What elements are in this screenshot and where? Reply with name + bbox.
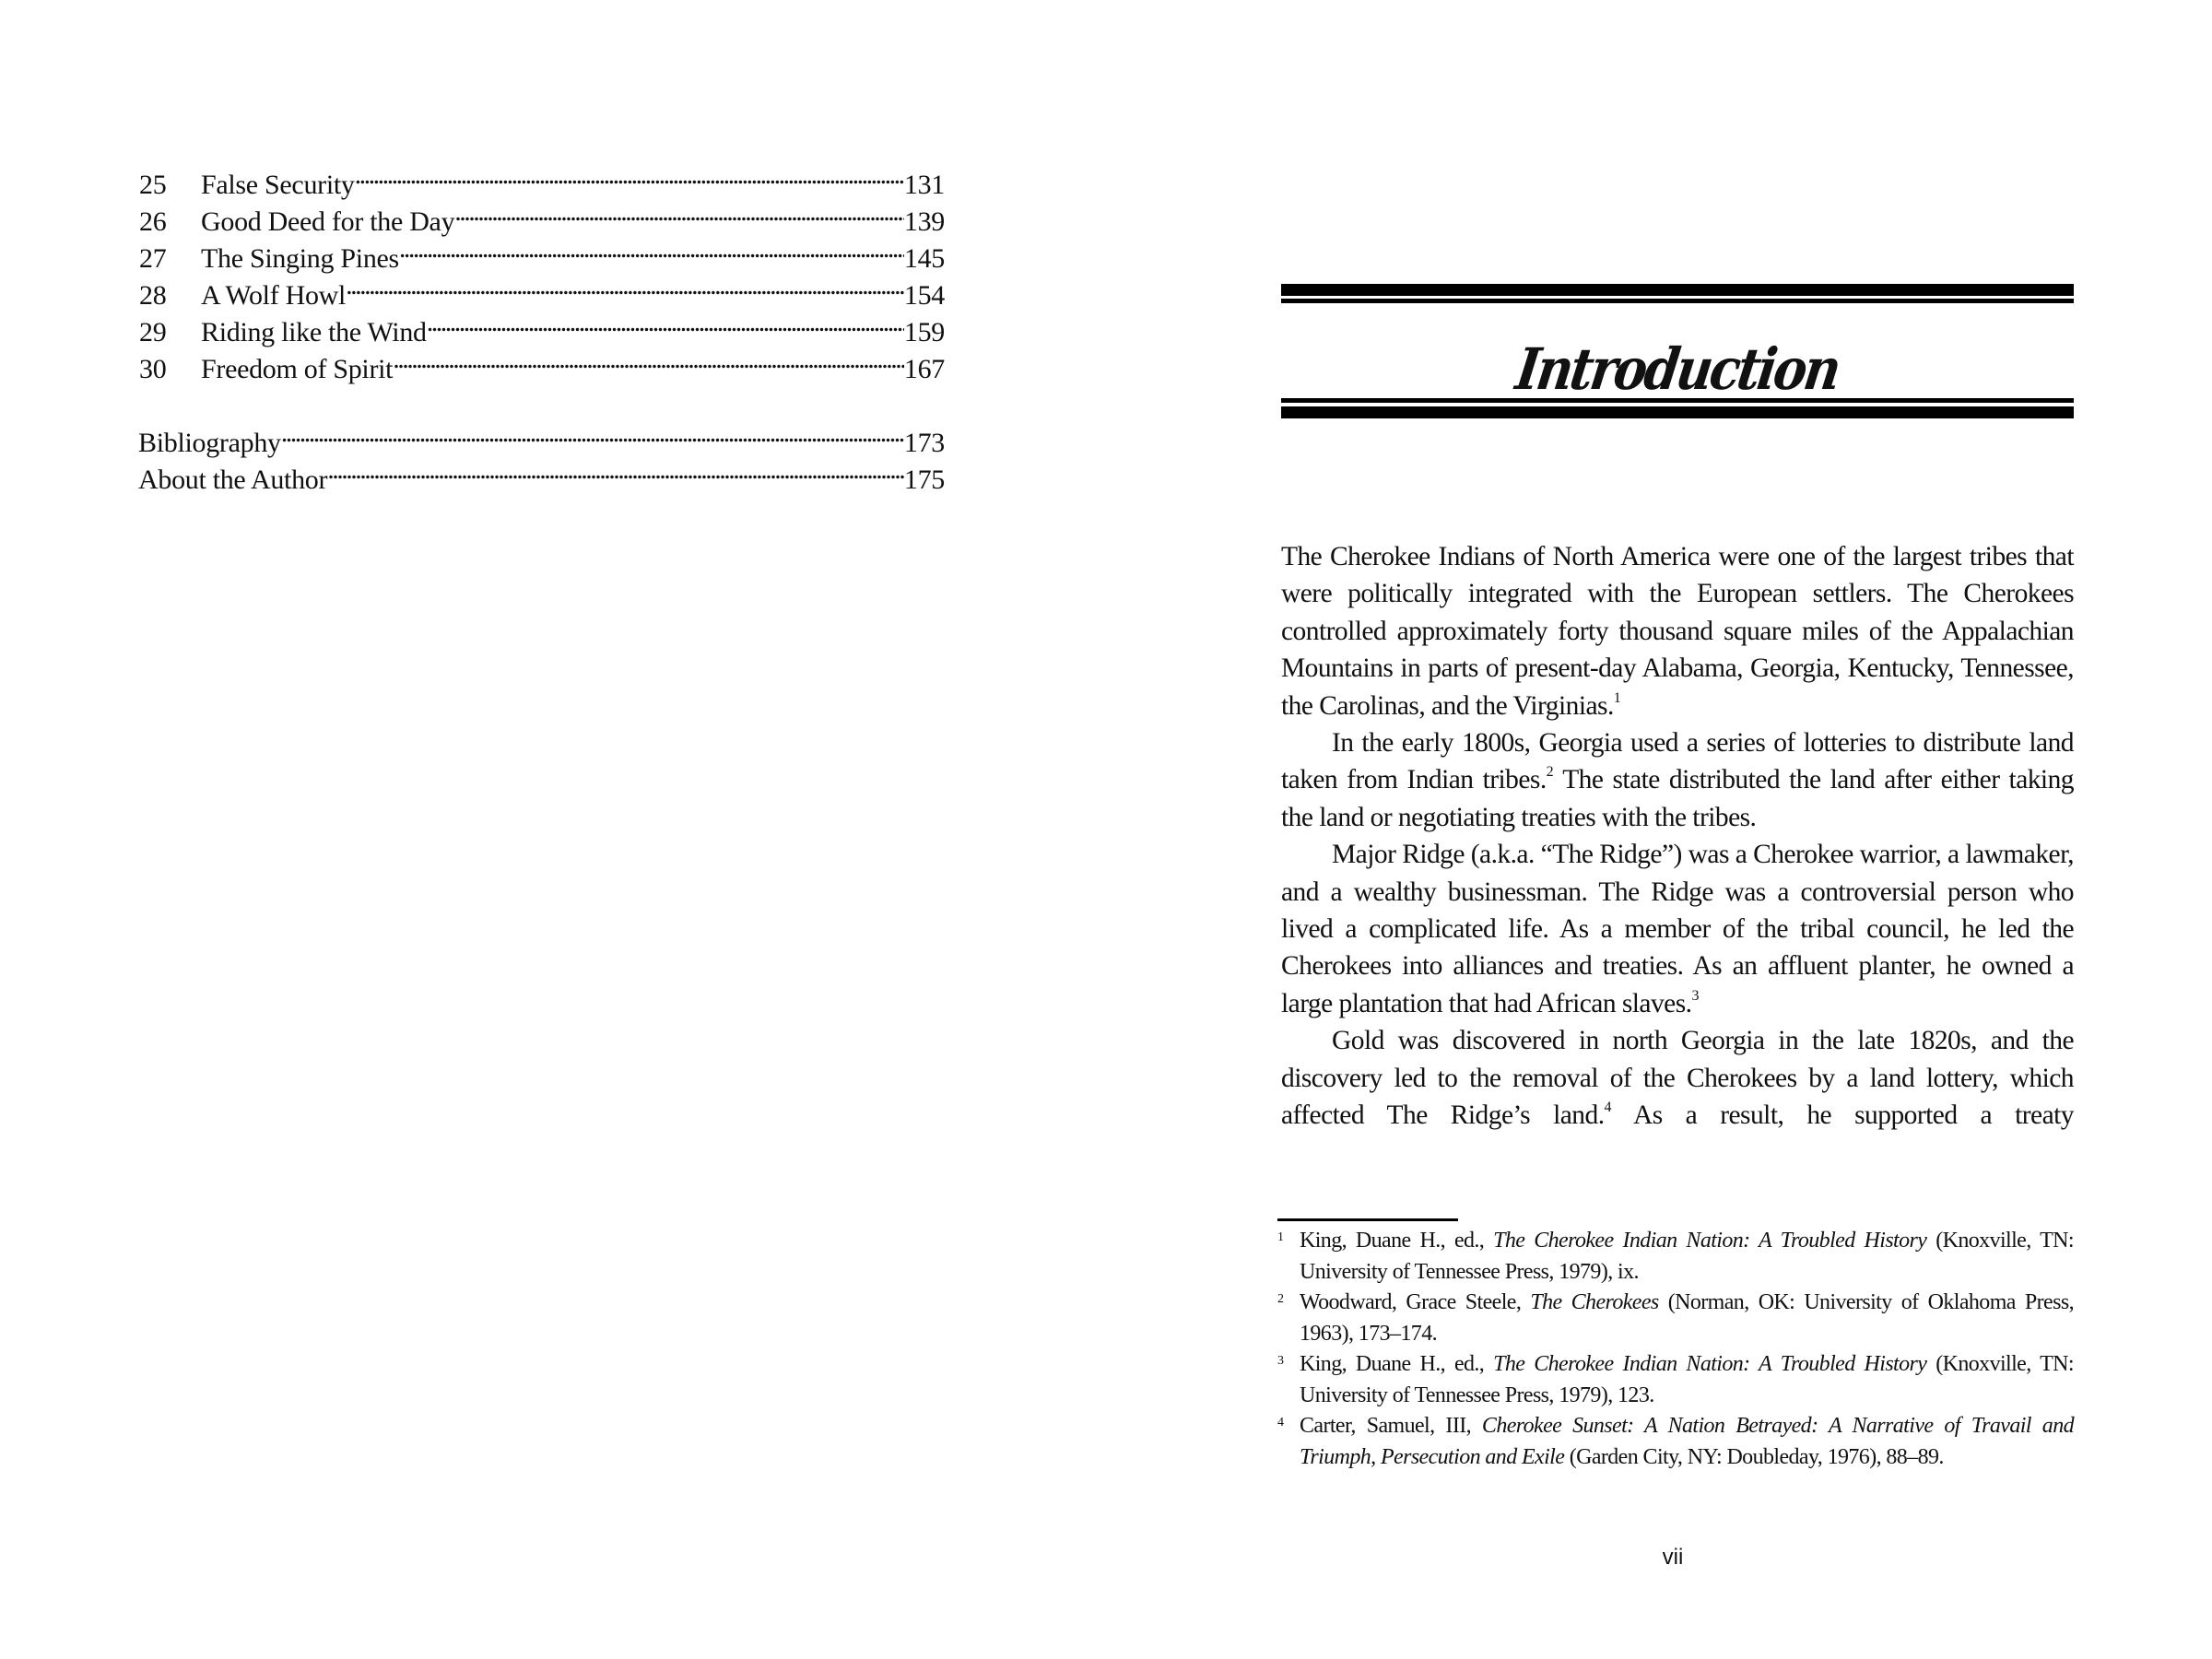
footnote-text <box>1300 1226 2074 1288</box>
footnote-ref[interactable]: 3 <box>1691 987 1700 1004</box>
paragraph-text: Gold was discovered in north Georgia in the late 1820s, and the discovery led to the removal of the Cherokees by a land lottery, which affected The Ridge’s land. <box>1281 1026 2074 1131</box>
footnote <box>1277 1411 2074 1473</box>
toc-chapter-number: 26 <box>139 206 167 237</box>
dot-leader <box>393 341 904 378</box>
paragraph <box>1281 1022 2074 1134</box>
footnote-mark: 1 <box>1277 1230 1284 1244</box>
table-of-contents <box>138 157 945 495</box>
paragraph-text: As a result, he supported a treaty <box>1611 1100 2074 1131</box>
footnote-mark: 2 <box>1277 1292 1284 1306</box>
citation-title: The Cherokees <box>1530 1290 1659 1314</box>
footnote <box>1277 1288 2074 1349</box>
footnote-mark: 3 <box>1277 1354 1284 1368</box>
footnote-text <box>1300 1288 2074 1349</box>
footnote-separator <box>1277 1218 1458 1221</box>
toc-chapter-number: 29 <box>139 317 167 347</box>
citation-author: King, Duane H., ed., <box>1300 1229 1494 1253</box>
citation-title: The Cherokee Indian Nation: A Troubled History <box>1493 1352 1927 1376</box>
paragraph-text: The state distributed the land after either taking the land or negotiating treaties with the tribes. <box>1281 765 2074 832</box>
dot-leader <box>346 267 904 304</box>
dot-leader <box>427 304 904 341</box>
citation-author: Carter, Samuel, III, <box>1300 1414 1482 1438</box>
footnote-ref[interactable]: 2 <box>1546 764 1554 781</box>
citation-author: Woodward, Grace Steele, <box>1300 1290 1531 1314</box>
footnote <box>1277 1226 2074 1288</box>
toc-chapter-title: The Singing Pines <box>201 243 399 274</box>
paragraph <box>1281 724 2074 836</box>
page-number: vii <box>1662 1545 1684 1570</box>
toc-chapter-number: 30 <box>139 354 167 384</box>
top-thin-rule <box>1281 299 2074 303</box>
paragraph-text: In the early 1800s, Georgia used a series of lotteries to distribute land taken from Indian tribes. <box>1281 728 2074 795</box>
toc-page-number: 131 <box>903 170 945 200</box>
top-thick-rule <box>1281 284 2074 296</box>
toc-page-number: 159 <box>903 317 945 347</box>
toc-chapter-number: 25 <box>139 170 167 200</box>
paragraph-text: Major Ridge (a.k.a. “The Ridge”) was a Cherokee warrior, a lawmaker, and a wealthy businessman. The Ridge was a controversial person who lived a complicated life. As a member of the tribal council, he led the Cherokees into alliances and treaties. As an affluent planter, he owned a large plantation that had African slaves. <box>1281 840 2074 1018</box>
citation-author: King, Duane H., ed., <box>1300 1352 1494 1376</box>
toc-page-number: 139 <box>903 206 945 237</box>
toc-chapter-number: 27 <box>139 243 167 274</box>
toc-entry-bibliography[interactable] <box>138 415 945 458</box>
toc-entry[interactable] <box>139 157 945 200</box>
footnote-mark: 4 <box>1277 1416 1284 1430</box>
toc-chapter-title: False Security <box>201 170 355 200</box>
dot-leader <box>355 157 904 194</box>
dot-leader <box>399 230 904 267</box>
paragraph <box>1281 538 2074 724</box>
toc-backmatter-title: Bibliography <box>138 428 281 458</box>
citation-publication: (Norman, OK: University of Oklahoma Press, 1963), 173–174. <box>1300 1290 2074 1346</box>
citation-publication: (Knoxville, TN: University of Tennessee Press, 1979), 123. <box>1300 1352 2074 1407</box>
toc-page-number: 175 <box>903 465 945 495</box>
toc-chapter-number: 28 <box>139 280 167 311</box>
citation-publication: (Knoxville, TN: University of Tennessee Press, 1979), ix. <box>1300 1229 2074 1284</box>
dot-leader <box>454 194 904 230</box>
chapter-title: Introduction <box>1512 335 1843 403</box>
toc-page-number: 154 <box>903 280 945 311</box>
toc-page-number: 167 <box>903 354 945 384</box>
toc-page-number: 173 <box>903 428 945 458</box>
citation-title: The Cherokee Indian Nation: A Troubled History <box>1493 1229 1927 1253</box>
toc-chapter-title: Riding like the Wind <box>201 317 427 347</box>
toc-backmatter-title: About the Author <box>138 465 328 495</box>
dot-leader <box>327 452 904 488</box>
toc-page-number: 145 <box>903 243 945 274</box>
footnote-text <box>1300 1349 2074 1411</box>
footnote <box>1277 1349 2074 1411</box>
dot-leader <box>281 415 904 452</box>
body-text <box>1281 538 2074 1135</box>
paragraph <box>1281 836 2074 1022</box>
footnote-ref[interactable]: 4 <box>1604 1100 1612 1116</box>
footnote-ref[interactable]: 1 <box>1613 689 1621 706</box>
footnote-text <box>1300 1411 2074 1473</box>
toc-chapter-title: Freedom of Spirit <box>201 354 394 384</box>
paragraph-text: The Cherokee Indians of North America were one of the largest tribes that were politically integrated with the European settlers. The Cherokees controlled approximately forty thousand square miles of the Appalachian Mountains in parts of present-day Alabama, Georgia, Kentucky, Tennessee, the Carolinas, and the Virginias. <box>1281 542 2074 721</box>
toc-chapter-title: A Wolf Howl <box>201 280 347 311</box>
citation-publication: (Garden City, NY: Doubleday, 1976), 88–89. <box>1564 1444 1944 1469</box>
toc-chapter-title: Good Deed for the Day <box>201 206 455 237</box>
citation-title: Cherokee Sunset: A Nation Betrayed: A Narrative of Travail and Triumph, Persecution and Exile <box>1300 1414 2074 1469</box>
footnotes <box>1277 1226 2074 1473</box>
